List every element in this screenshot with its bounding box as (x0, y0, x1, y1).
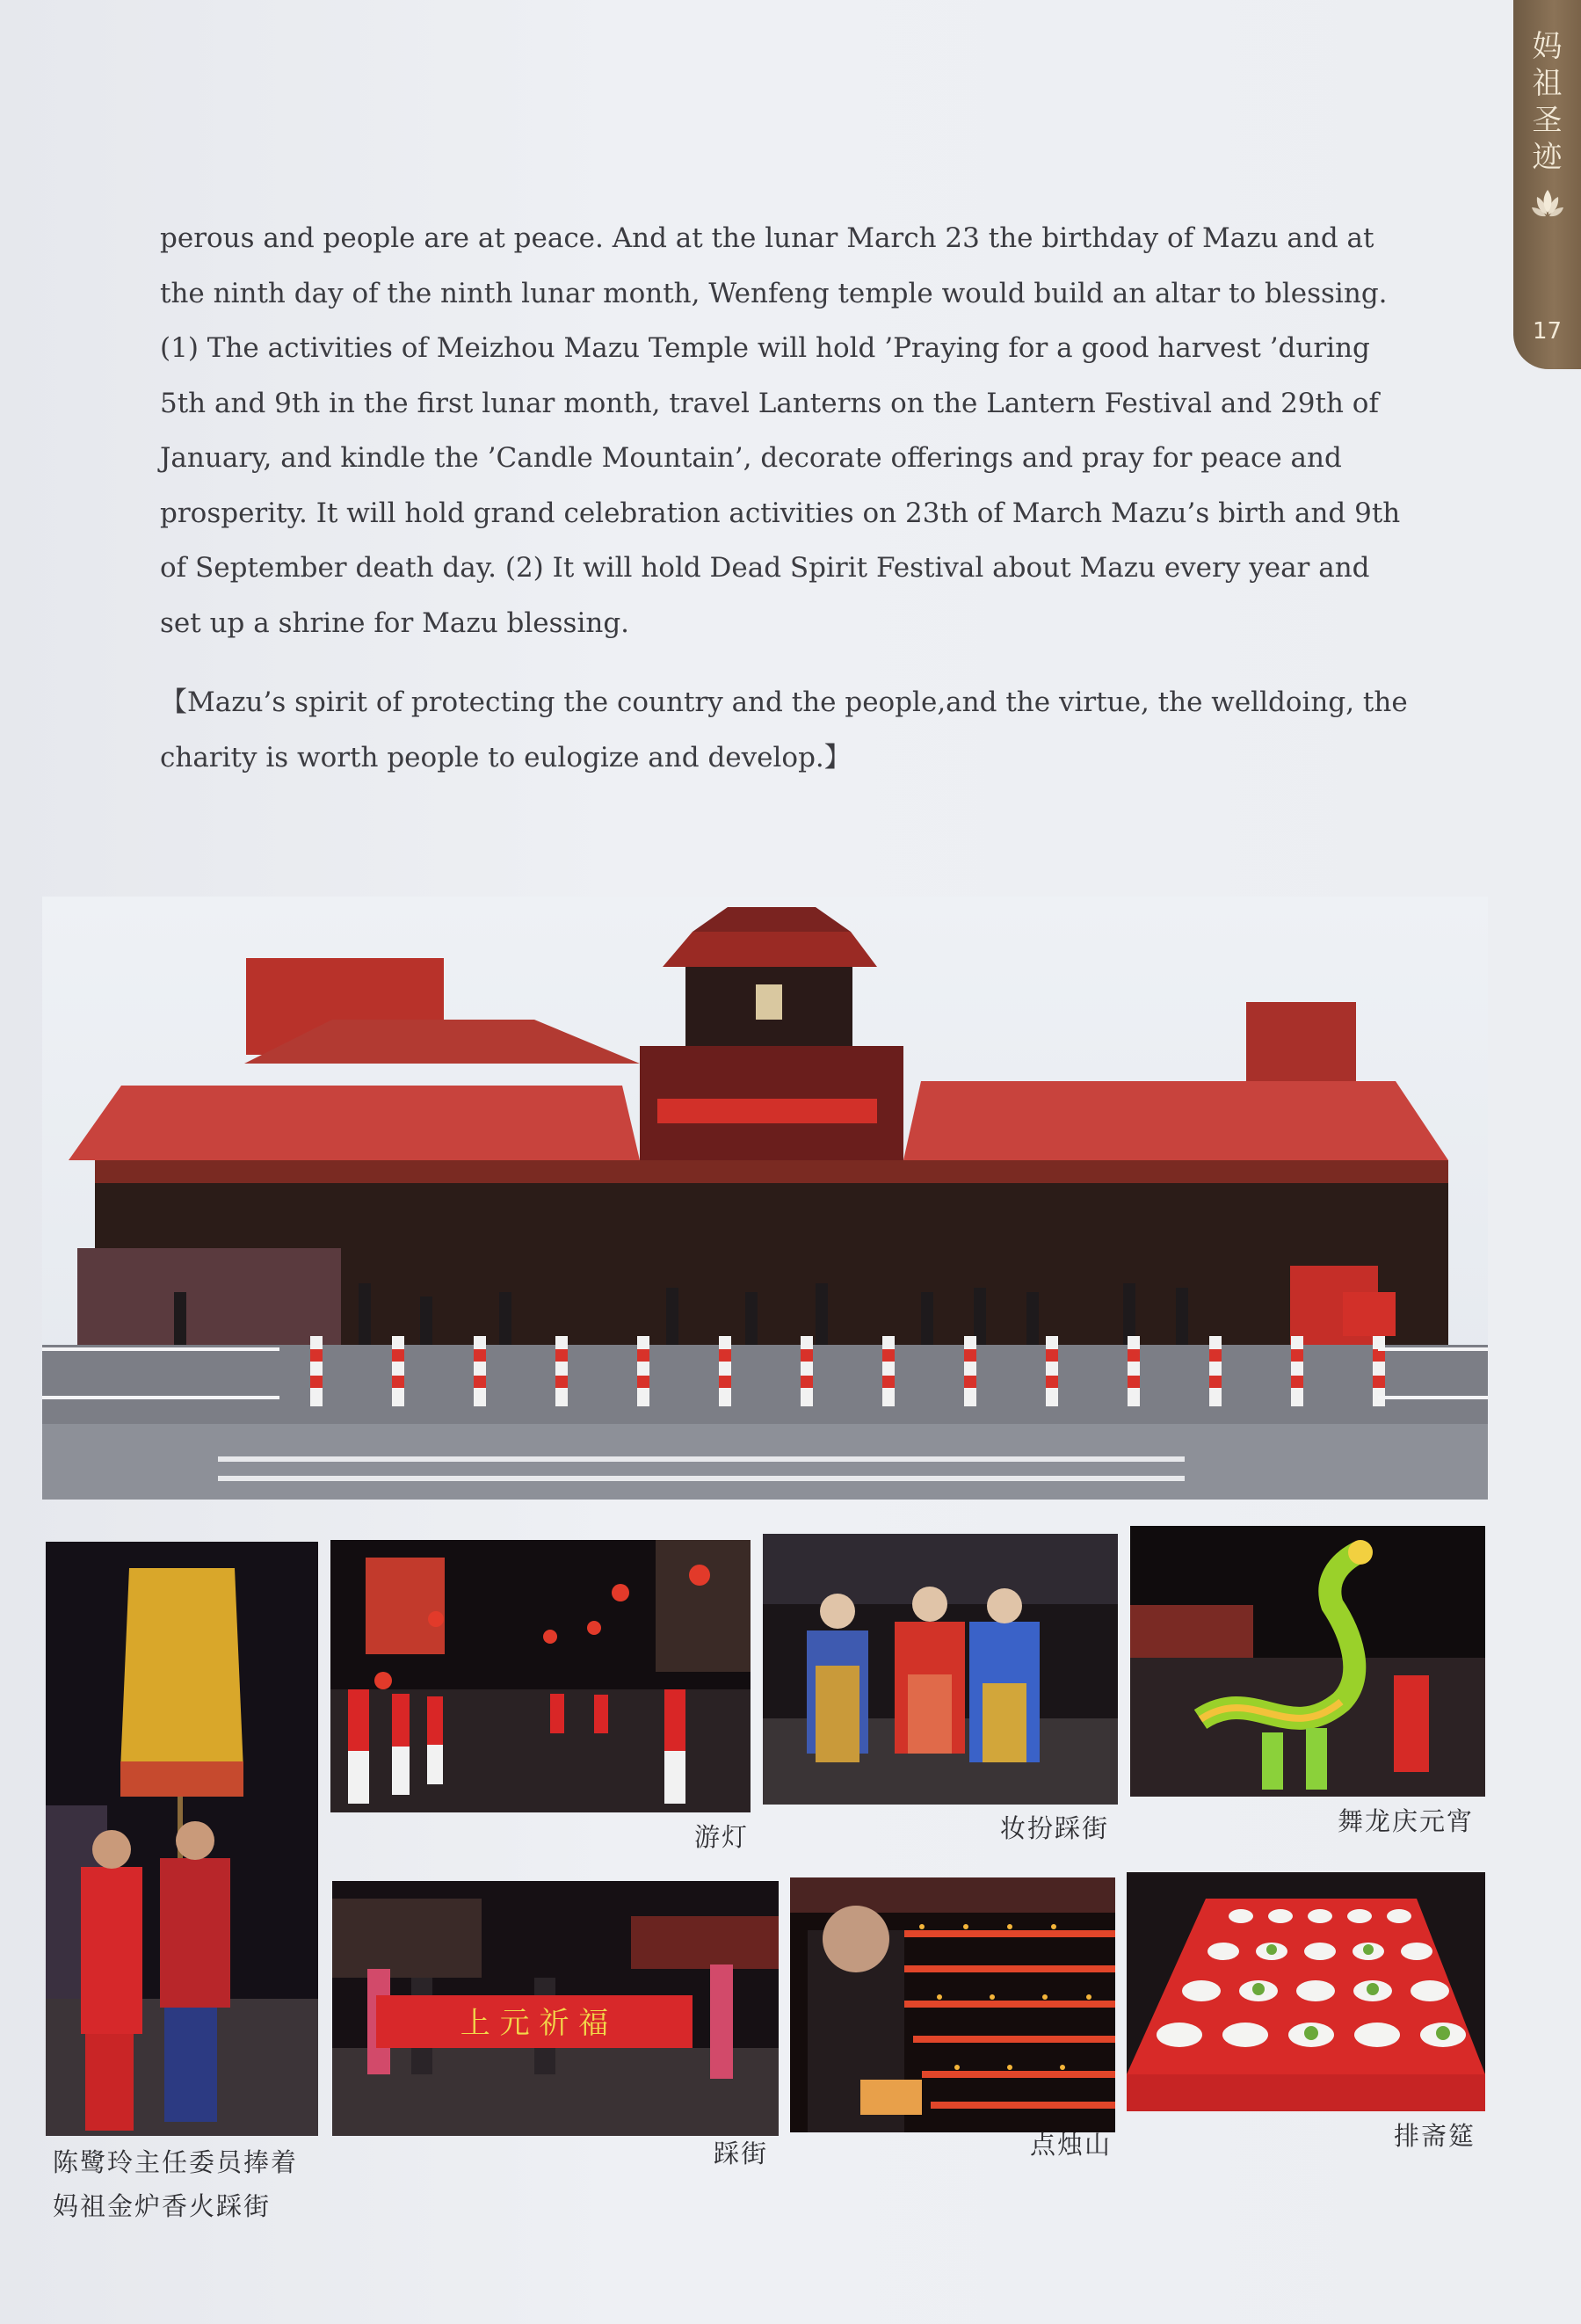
temple-photo (42, 897, 1488, 1500)
caption-director-line2: 妈祖金炉香火踩街 (53, 2191, 272, 2221)
paragraph-line: prosperity. It will hold grand celebration activities on 23th of March Mazu’s birth and 9th (160, 497, 1401, 529)
paragraph-line: (1) The activities of Meizhou Mazu Temple will hold ’Praying for a good harvest ’during (160, 332, 1370, 364)
photo-lantern-parade (330, 1540, 751, 1812)
body-text (160, 211, 1425, 785)
caption-candle-mountain: 点烛山 (1030, 2130, 1113, 2160)
quote-line: charity is worth people to eulogize and develop.】 (160, 741, 852, 773)
quote-line: 【Mazu’s spirit of protecting the country and the people,and the virtue, the welldoing, the (160, 686, 1408, 718)
photo-director-procession (46, 1542, 318, 2136)
paragraph-line: January, and kindle the ’Candle Mountain’, decorate offerings and pray for peace and (160, 442, 1342, 474)
caption-director-line1: 陈鹭玲主任委员捧着 (53, 2147, 299, 2177)
paragraph-line: set up a shrine for Mazu blessing. (160, 606, 630, 639)
photo-costume-parade (763, 1534, 1118, 1805)
chapter-title-char: 妈 (1532, 29, 1563, 64)
paragraph-line: of September death day. (2) It will hold Dead Spirit Festival about Mazu every year and (160, 552, 1370, 584)
procession-banner-text: 上 元 祈 福 (460, 2006, 609, 2041)
caption-lantern-parade: 游灯 (694, 1822, 750, 1852)
chapter-tab (1513, 0, 1581, 369)
photo-feast-table (1127, 1872, 1485, 2111)
paragraph-line: the ninth day of the ninth lunar month, Wenfeng temple would build an altar to blessing. (160, 277, 1388, 309)
chapter-title-char: 圣 (1532, 103, 1563, 138)
caption-dragon-dance: 舞龙庆元宵 (1338, 1806, 1475, 1836)
caption-feast-table: 排斋筵 (1394, 2121, 1476, 2151)
photo-street-parade (332, 1881, 779, 2136)
paragraph-line: perous and people are at peace. And at the lunar March 23 the birthday of Mazu and at (160, 222, 1374, 254)
caption-costume-parade: 妆扮踩街 (1000, 1813, 1110, 1843)
chapter-title-char: 迹 (1532, 140, 1563, 175)
paragraph-line: 5th and 9th in the first lunar month, travel Lanterns on the Lantern Festival and 29th of (160, 387, 1379, 419)
photo-dragon-dance (1130, 1526, 1485, 1797)
chapter-title-char: 祖 (1532, 66, 1563, 101)
page-number: 17 (1532, 318, 1563, 345)
caption-street-parade: 踩街 (714, 2139, 769, 2168)
photo-candle-mountain (790, 1877, 1115, 2132)
lotus-icon (1530, 188, 1565, 220)
chapter-title-vertical (1513, 28, 1581, 176)
